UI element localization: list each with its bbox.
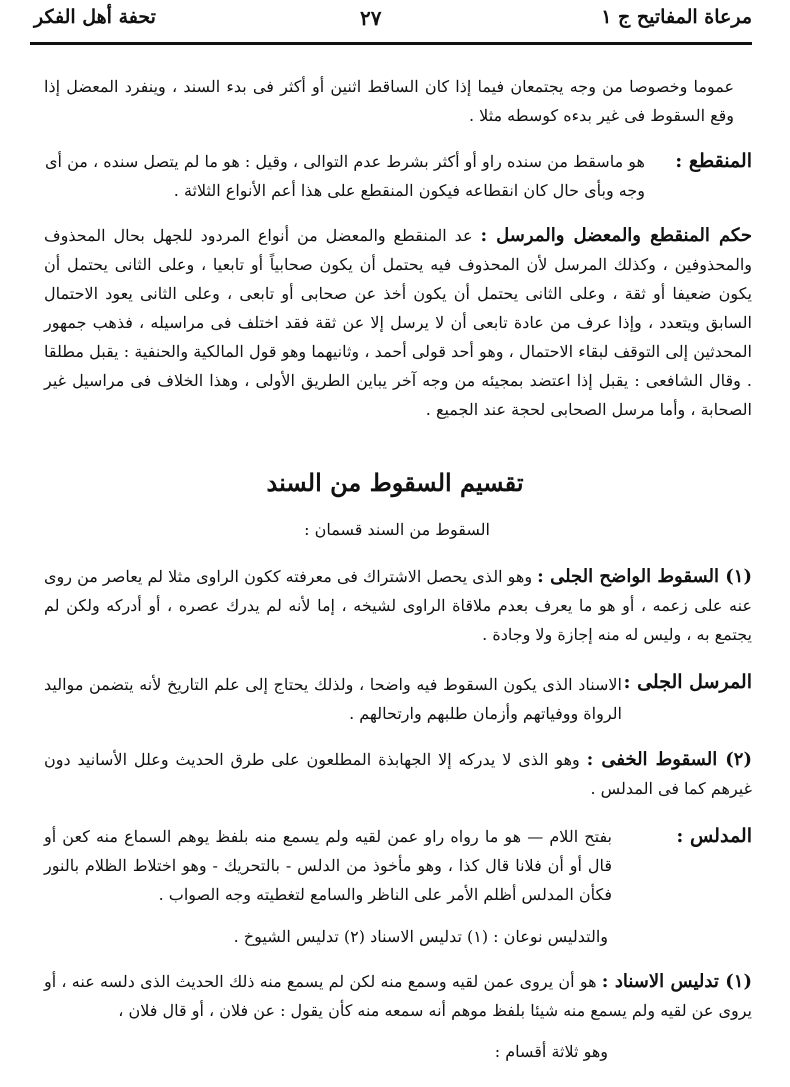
munqati-text: هو ماسقط من سنده راو أو أكثر بشرط عدم التوالى ، وقيل : هو ما لم يتصل سنده ، من أى وجه وبأى حال كان انقطاعه فيكون المنقطع على هذا أعم الأنواع الثلاثة .	[45, 152, 645, 200]
munqati-term: المنقطع :	[675, 150, 752, 172]
hukm-paragraph	[44, 221, 752, 424]
hidden-gap-text: وهو الذى لا يدركه إلا الجهابذة المطلعون على طرق الحديث وعلل الأسانيد دون غيرهم كما فى المدلس .	[44, 750, 752, 798]
tadlis-types-line: والتدليس نوعان : (١) تدليس الاسناد (٢) تدليس الشيوخ .	[233, 927, 608, 946]
entry-clear-gap	[44, 562, 752, 649]
hukm-term: حكم المنقطع والمعضل والمرسل :	[480, 225, 752, 246]
clear-gap-term: (١) السقوط الواضح الجلى :	[537, 566, 752, 587]
tadlis-isnad-text: هو أن يروى عمن لقيه وسمع منه لكن لم يسمع منه ذلك الحديث الذى دلسه عنه ، أو يروى عن لقيه ولم يسمع منه شيئا بلفظ موهم أنه سمعه منه كأن يقول : عن فلان ، أو قال فلان ،	[44, 972, 752, 1020]
mursal-jali-term: المرسل الجلى :	[623, 671, 752, 693]
tadlis-isnad-term: (١) تدليس الاسناد :	[601, 971, 752, 992]
mursal-jali-text: الاسناد الذى يكون السقوط فيه واضحا ، ولذلك يحتاج إلى علم التاريخ لأنه يتضمن مواليد الرواة ووفياتهم وأزمان طلبهم وارتحالهم .	[44, 675, 622, 723]
mudallas-text: بفتح اللام — هو ما رواه راو عمن لقيه ولم يسمع منه بلفظ يوهم السماع منه كعن أو قال أو أن فلانا قال كذا ، وهو مأخوذ من الدلس - بالتحريك - وهو اختلاط الظلام بالنور فكأن المدلس أظلم الأمر على الناظر والسامع لتغطيته وجه الصواب .	[44, 827, 613, 904]
closing-line: وهو ثلاثة أقسام :	[494, 1042, 608, 1061]
book-title: مرعاة المفاتيح ج ١	[601, 6, 752, 28]
page-header	[30, 0, 752, 45]
hukm-text: عد المنقطع والمعضل من أنواع المردود للجهل بحال المحذوف والمحذوفين ، وكذلك المرسل لأن المحذوف فيه يحتمل أن يكون صحابياً أو تابعيا ، وعلى الثانى يحتمل أن يكون ضعيفا أو ثقة ، وعلى الثانى يحتمل أن يكون أخذ عن صحابى أو تابعى ، وعلى الثانى يعود الاحتمال السابق ويتعدد ، وإذا عرف من عادة تابعى أن لا يرسل إلا عن ثقة فقد اختلف فى مراسيله ، فذهب جمهور المحدثين إلى التوقف لبقاء الاحتمال ، وهو أحد قولى أحمد ، وثانيهما وهو قول المالكية والحنفية : يقبل مطلقا . وقال الشافعى : يقبل إذا اعتضد بمجيئه من وجه آخر يباين الطريق الأولى ، وهذا الخلاف فى مراسيل غير الصحابة ، وأما مرسل الصحابى لحجة عند الجميع .	[44, 226, 752, 419]
section-title: تحفة أهل الفكر	[34, 6, 156, 28]
intro-line: السقوط من السند قسمان :	[304, 520, 490, 539]
intro-paragraph: عموما وخصوصا من وجه يجتمعان فيما إذا كان الساقط اثنين أو أكثر فى بدء السند ، وينفرد المعضل إذا وقع السقوط فى غير بدءه كوسطه مثلا .	[44, 77, 735, 125]
section-heading: تقسيم السقوط من السند	[266, 468, 524, 497]
entry-hidden-gap	[44, 745, 752, 803]
hidden-gap-term: (٢) السقوط الخفى :	[586, 749, 752, 770]
mudallas-term: المدلس :	[676, 825, 752, 847]
entry-tadlis-isnad	[44, 967, 752, 1025]
clear-gap-text: وهو الذى يحصل الاشتراك فى معرفته ككون الراوى مثلا لم يعاصر من روى عنه على زعمه ، أو هو ما يعرف بعدم ملاقاة الراوى لشيخه ، إما لأنه لم يدرك عصره ، أو أدركه ولكن لم يجتمع به ، وليس له منه إجازة ولا وجادة .	[44, 567, 752, 644]
page-number: ٢٧	[360, 6, 382, 30]
